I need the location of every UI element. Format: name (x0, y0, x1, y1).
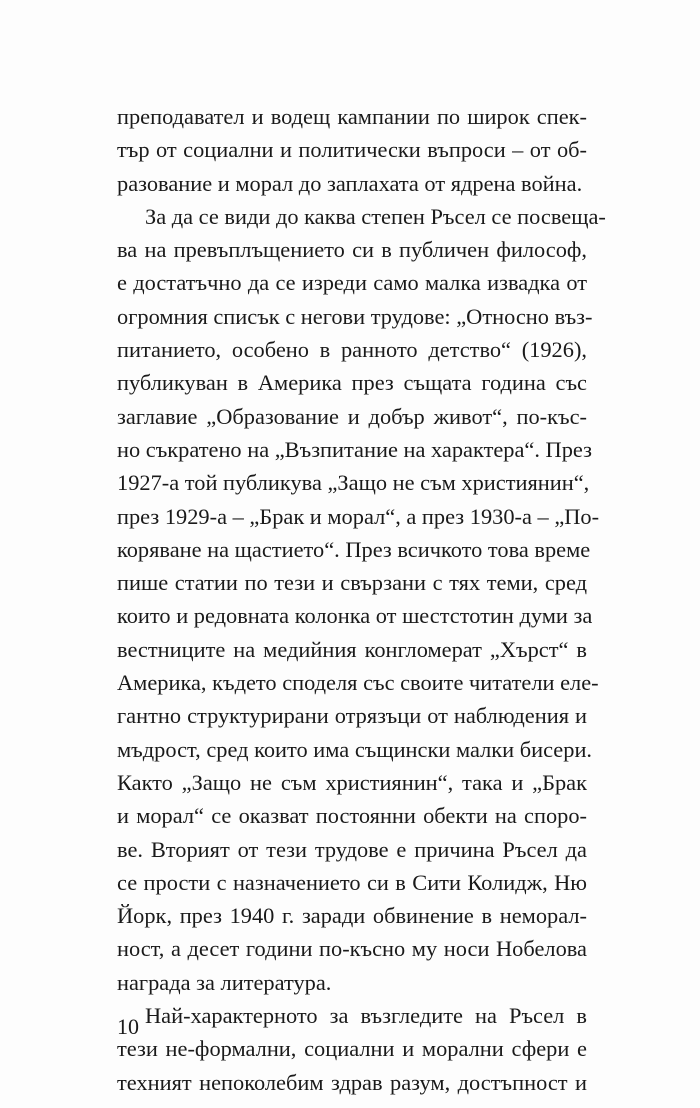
text-line: тези не-формални, социални и морални сфери е (117, 1036, 587, 1062)
text-line: 1927-а той публикува „Защо не съм християнин“, (117, 470, 590, 496)
text-line: коряване на щастието“. През всичкото това време (117, 536, 591, 562)
text-line: питанието, особено в ранното детство“ (1926), (117, 337, 587, 363)
text-line: Америка, където споделя със своите читатели еле- (117, 670, 599, 696)
text-line: преподавател и водещ кампании по широк спек- (117, 104, 587, 129)
page-number: 10 (117, 1014, 139, 1039)
text-line: ва на превъплъщението си в публичен философ, (117, 237, 587, 263)
text-line: вестниците на медийния конгломерат „Хърст“ в (117, 636, 587, 662)
text-line: гантно структурирани отрязъци от наблюдения и (117, 703, 587, 729)
text-line: е достатъчно да се изреди само малка извадка от (117, 270, 587, 296)
text-line: Най-характерното за възгледите на Ръсел в (145, 1003, 587, 1029)
text-line: награда за литература. (117, 969, 332, 995)
text-line: заглавие „Образование и добър живот“, по-къс- (117, 403, 587, 429)
text-line: но съкратено на „Възпитание на характера“. През (117, 436, 592, 462)
text-line: и морал“ се оказват постоянни обекти на споро- (117, 803, 587, 829)
text-line: се прости с назначението си в Сити Колидж, Ню (117, 869, 587, 895)
text-line: мъдрост, сред които има същински малки бисери. (117, 736, 593, 762)
text-line: техният непоколебим здрав разум, достъпност и (117, 1069, 587, 1095)
text-line: разование и морал до заплахата от ядрена война. (117, 170, 583, 196)
text-line: тър от социални и политически въпроси – от об- (117, 137, 587, 163)
text-line: Йорк, през 1940 г. заради обвинение в неморал- (117, 903, 587, 929)
body-text (117, 100, 606, 1099)
text-line: Както „Защо не съм християнин“, така и „Брак (117, 769, 587, 795)
text-line: ве. Вторият от тези трудове е причина Ръсел да (117, 836, 587, 862)
text-line: За да се види до каква степен Ръсел се посвеща- (145, 203, 606, 229)
text-line: ност, а десет години по-късно му носи Нобелова (117, 936, 587, 962)
text-line: публикуван в Америка през същата година със (117, 370, 587, 396)
text-line: пише статии по тези и свързани с тях теми, сред (117, 570, 587, 596)
text-line: огромния списък с негови трудове: „Относно въз- (117, 303, 593, 329)
text-line: през 1929-а – „Брак и морал“, а през 1930-а – „По- (117, 503, 600, 529)
text-line: които и редовната колонка от шестстотин думи за (117, 603, 593, 629)
